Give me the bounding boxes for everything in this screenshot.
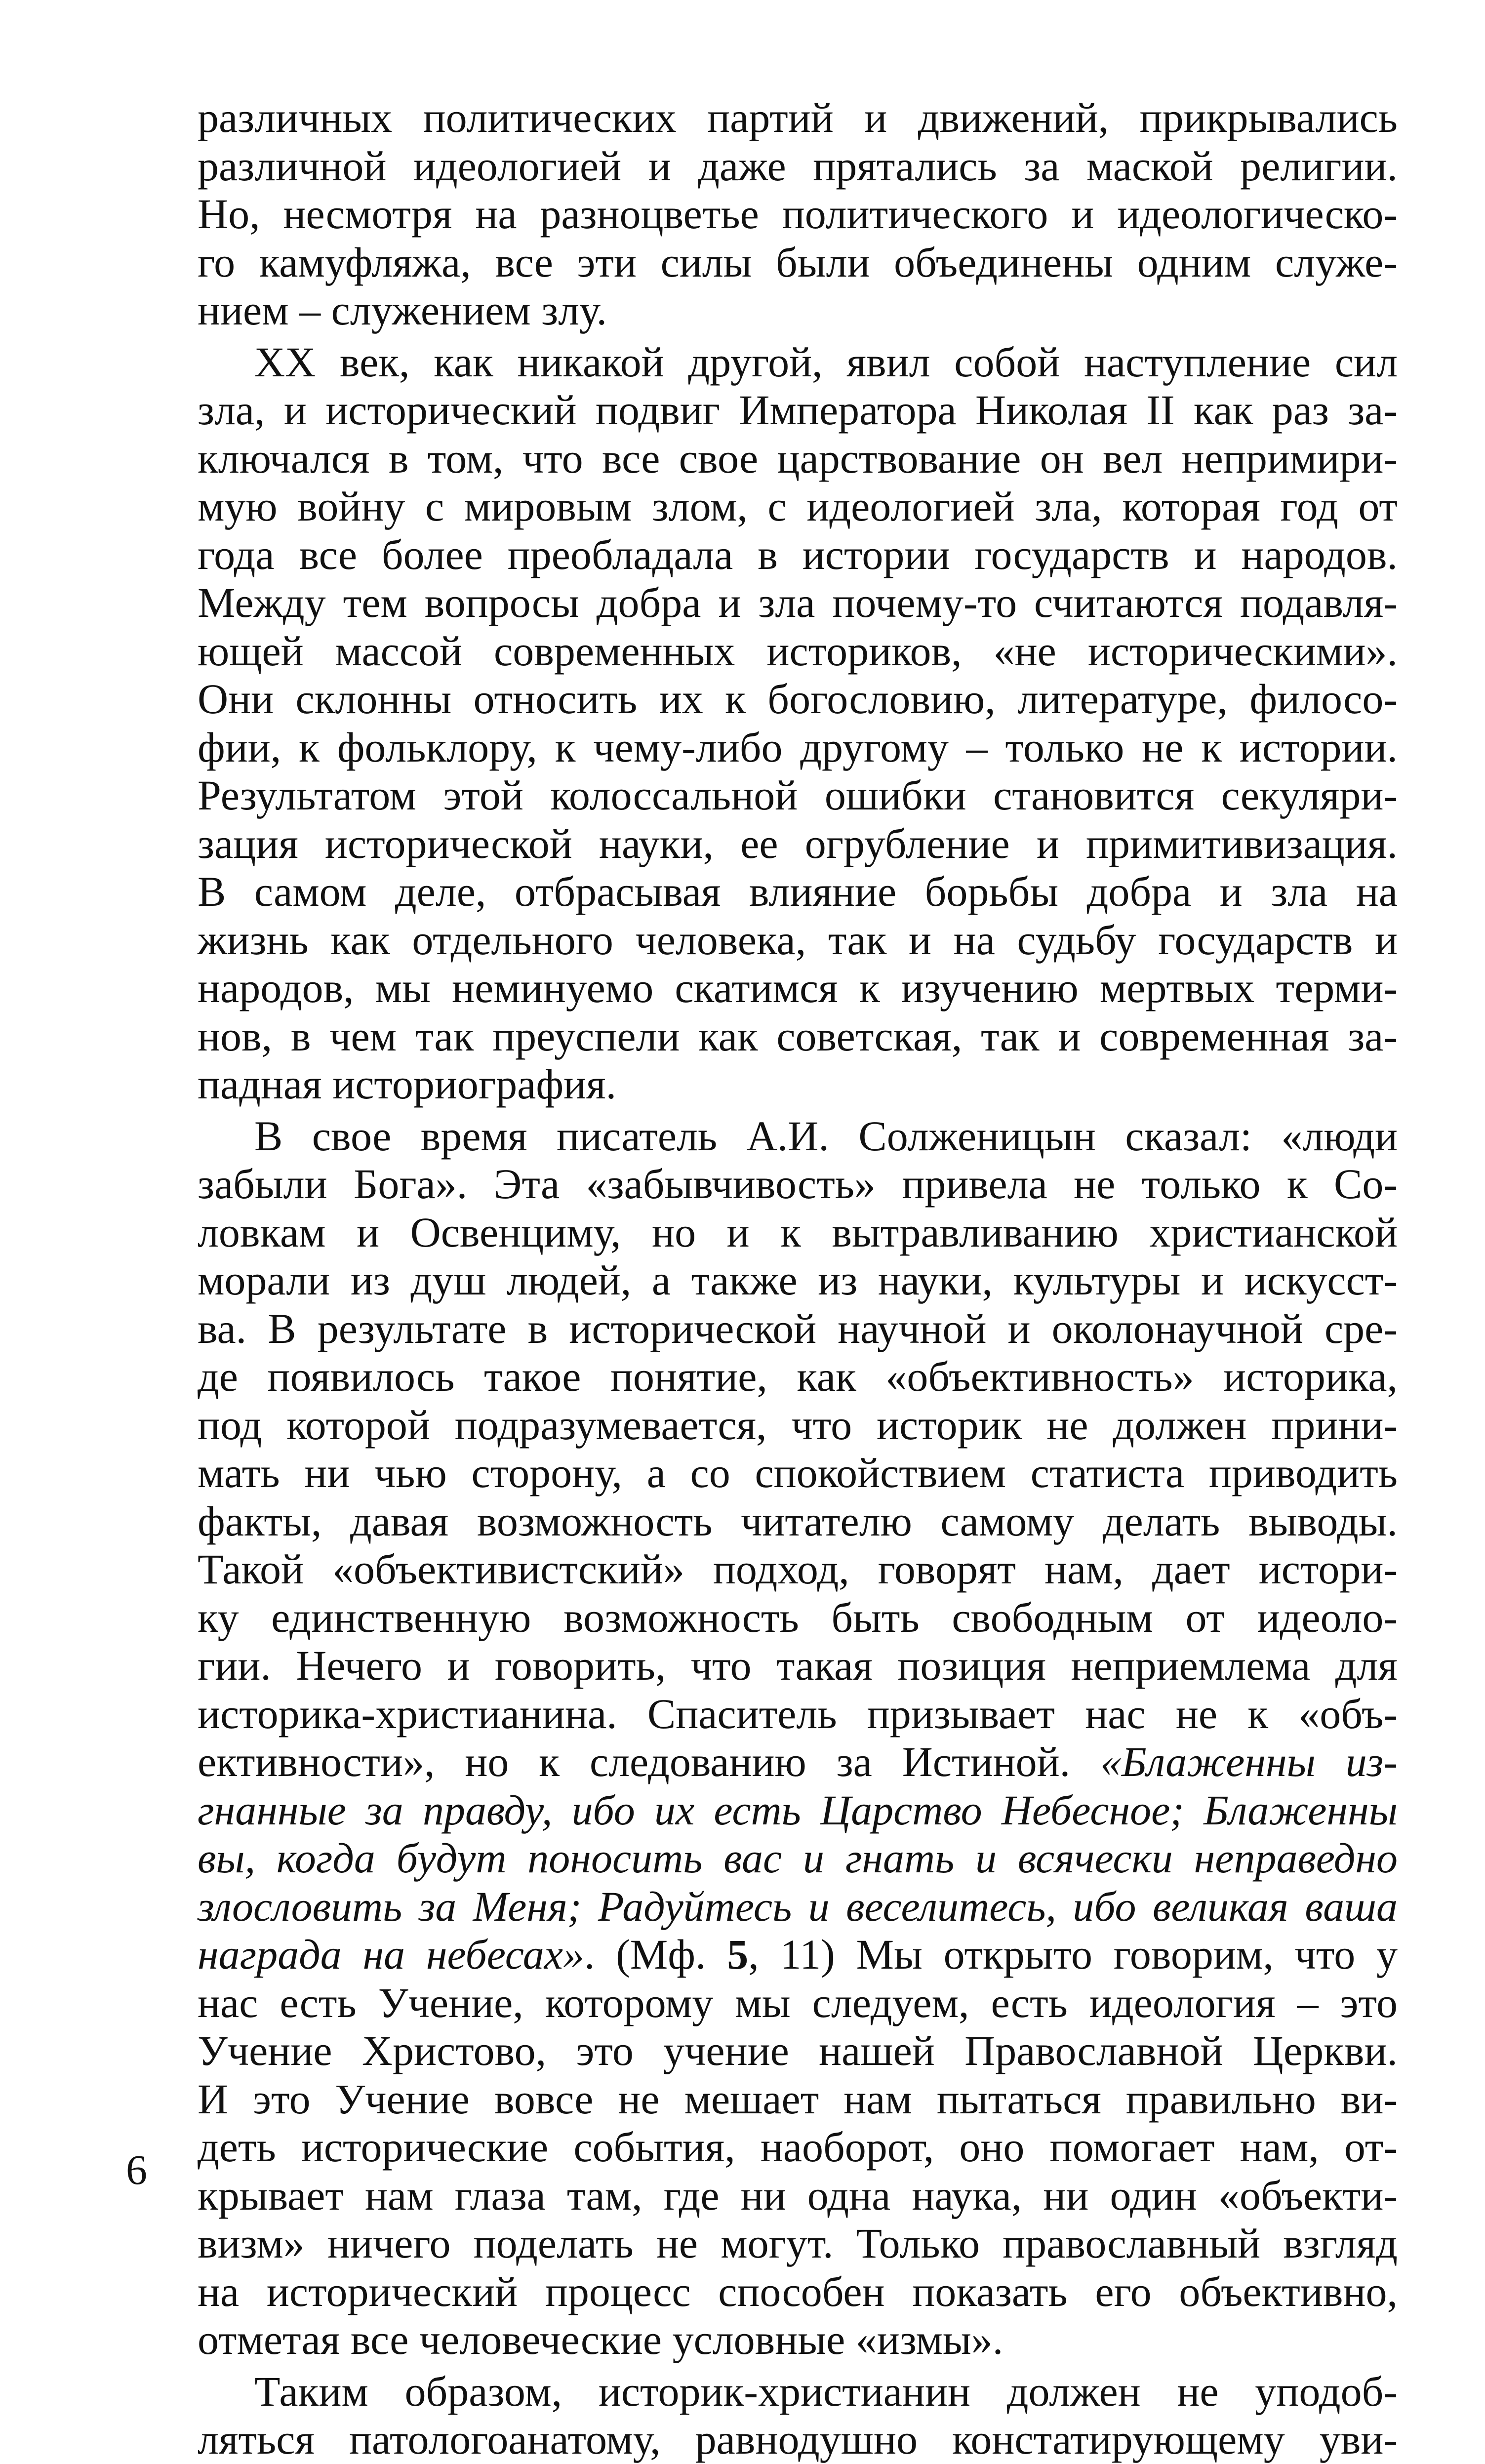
text-segment: Учение Христово, это учение нашей Православной Церкви. [198, 2027, 1398, 2074]
text-line [198, 1256, 1398, 1305]
body-text [198, 94, 1398, 2464]
text-segment: Но, несмотря на разноцветье политического и идеологическо- [198, 190, 1398, 238]
text-line [198, 1305, 1398, 1353]
text-line [198, 338, 1398, 387]
italic-text: злословить за Меня; Радуйтесь и веселитесь, ибо великая ваша [198, 1882, 1398, 1930]
text-line [198, 820, 1398, 868]
text-line [198, 531, 1398, 579]
text-segment: го камуфляжа, все эти силы были объединены одним служе- [198, 238, 1398, 286]
text-segment: , 11) Мы открыто говорим, что у [748, 1931, 1398, 1978]
text-segment: Результатом этой колоссальной ошибки становится секуляри- [198, 771, 1398, 819]
text-segment: Между тем вопросы добра и зла почему-то считаются подавля- [198, 579, 1398, 626]
text-segment: ющей массой современных историков, «не историческими». [198, 627, 1398, 675]
text-line [198, 964, 1398, 1012]
text-line [198, 1112, 1398, 1161]
text-segment: нас есть Учение, которому мы следуем, есть идеология – это [198, 1979, 1398, 2026]
page-number: 6 [126, 2146, 147, 2193]
text-line [198, 2075, 1398, 2124]
text-segment: ляться патологоанатому, равнодушно констатирующему уви- [198, 2416, 1398, 2463]
text-line [198, 1012, 1398, 1061]
text-line [198, 771, 1398, 820]
text-line [198, 1209, 1398, 1257]
text-line [198, 286, 1398, 335]
text-line [198, 1738, 1398, 1786]
text-line [198, 1786, 1398, 1835]
text-segment: года все более преобладала в истории государств и народов. [198, 530, 1398, 578]
text-line [198, 2268, 1398, 2316]
text-line [198, 142, 1398, 191]
text-segment: различных политических партий и движений, прикрывались [198, 94, 1398, 141]
text-segment: крывает нам глаза там, где ни одна наука, ни один «объекти- [198, 2171, 1398, 2219]
italic-text: гнанные за правду, ибо их есть Царство Небесное; Блаженны [198, 1786, 1398, 1834]
text-segment: XX век, как никакой другой, явил собой наступление сил [254, 338, 1398, 386]
text-segment: В самом деле, отбрасывая влияние борьбы добра и зла на [198, 868, 1398, 915]
text-line [198, 2416, 1398, 2464]
text-segment: факты, давая возможность читателю самому делать выводы. [198, 1497, 1398, 1545]
text-segment: на исторический процесс способен показать его объективно, [198, 2267, 1398, 2315]
text-segment: И это Учение вовсе не мешает нам пытаться правильно ви- [198, 2075, 1398, 2123]
text-line [198, 868, 1398, 916]
text-line [198, 2027, 1398, 2075]
text-line [198, 1883, 1398, 1931]
text-line [198, 2220, 1398, 2268]
text-segment: различной идеологией и даже прятались за маской религии. [198, 142, 1398, 190]
text-line [198, 94, 1398, 142]
paragraph [198, 338, 1398, 1109]
text-line [198, 1060, 1398, 1109]
text-segment: ва. В результате в исторической научной и околонаучной сре- [198, 1304, 1398, 1352]
text-line [198, 1931, 1398, 1979]
text-line [198, 724, 1398, 772]
text-segment: ловкам и Освенциму, но и к вытравливанию христианской [198, 1208, 1398, 1256]
text-line [198, 2316, 1398, 2364]
text-segment: де появилось такое понятие, как «объективность» историка, [198, 1353, 1398, 1400]
text-line [198, 1690, 1398, 1738]
text-segment: жизнь как отдельного человека, так и на судьбу государств и [198, 916, 1398, 964]
text-segment: ективности», но к следованию за Истиной. [198, 1738, 1101, 1785]
text-segment: мую войну с мировым злом, с идеологией зла, которая год от [198, 483, 1398, 530]
text-segment: фии, к фольклору, к чему-либо другому – только не к истории. [198, 723, 1398, 771]
paragraph [198, 2368, 1398, 2464]
italic-text: награда на небесах» [198, 1931, 584, 1978]
text-segment: Таким образом, историк-христианин должен не уподоб- [254, 2367, 1398, 2415]
text-segment: В свое время писатель А.И. Солженицын сказал: «люди [254, 1112, 1398, 1160]
text-line [198, 1545, 1398, 1594]
text-segment: . (Мф. [584, 1931, 727, 1978]
bold-text: 5 [727, 1931, 749, 1978]
text-segment: историка-христианина. Спаситель призывает нас не к «объ- [198, 1690, 1398, 1737]
text-line [198, 1642, 1398, 1690]
paragraph [198, 94, 1398, 335]
text-segment: визм» ничего поделать не могут. Только православный взгляд [198, 2220, 1398, 2267]
text-line [198, 2368, 1398, 2416]
text-line [198, 239, 1398, 287]
text-segment: зация исторической науки, ее огрубление и примитивизация. [198, 819, 1398, 867]
text-line [198, 435, 1398, 483]
text-segment: деть исторические события, наоборот, оно помогает нам, от- [198, 2123, 1398, 2171]
text-segment: нов, в чем так преуспели как советская, так и современная за- [198, 1012, 1398, 1060]
italic-text: «Блаженны из- [1100, 1738, 1398, 1785]
text-line [198, 1401, 1398, 1450]
text-segment: забыли Бога». Эта «забывчивость» привела не только к Со- [198, 1160, 1398, 1208]
text-line [198, 386, 1398, 435]
text-segment: под которой подразумевается, что историк не должен прини- [198, 1401, 1398, 1449]
text-line [198, 483, 1398, 531]
text-line [198, 1834, 1398, 1883]
text-line [198, 1353, 1398, 1401]
text-line [198, 675, 1398, 724]
text-line [198, 1497, 1398, 1546]
italic-text: вы, когда будут поносить вас и гнать и всячески неправедно [198, 1834, 1398, 1882]
text-line [198, 190, 1398, 239]
text-segment: зла, и исторический подвиг Императора Николая II как раз за- [198, 386, 1398, 434]
text-line [198, 627, 1398, 676]
text-segment: мать ни чью сторону, а со спокойствием статиста приводить [198, 1449, 1398, 1496]
text-segment: народов, мы неминуемо скатимся к изучению мертвых терми- [198, 964, 1398, 1011]
text-segment: Такой «объективистский» подход, говорят нам, дает истори- [198, 1545, 1398, 1593]
text-line [198, 916, 1398, 965]
text-segment: морали из душ людей, а также из науки, культуры и искусст- [198, 1256, 1398, 1304]
paragraph [198, 1112, 1398, 2364]
text-line [198, 1160, 1398, 1209]
text-line [198, 1979, 1398, 2027]
text-segment: гии. Нечего и говорить, что такая позиция неприемлема для [198, 1642, 1398, 1689]
text-segment: ку единственную возможность быть свободным от идеоло- [198, 1593, 1398, 1641]
text-line [198, 579, 1398, 627]
text-line [198, 1594, 1398, 1642]
text-line [198, 1449, 1398, 1497]
text-segment: падная историография. [198, 1060, 617, 1108]
text-segment: Они склонны относить их к богословию, литературе, филосо- [198, 675, 1398, 723]
text-segment: нием – служением злу. [198, 286, 607, 334]
text-line [198, 2172, 1398, 2220]
text-line [198, 2123, 1398, 2172]
text-segment: отметая все человеческие условные «измы». [198, 2316, 1003, 2363]
text-segment: ключался в том, что все свое царствование он вел непримири- [198, 434, 1398, 482]
